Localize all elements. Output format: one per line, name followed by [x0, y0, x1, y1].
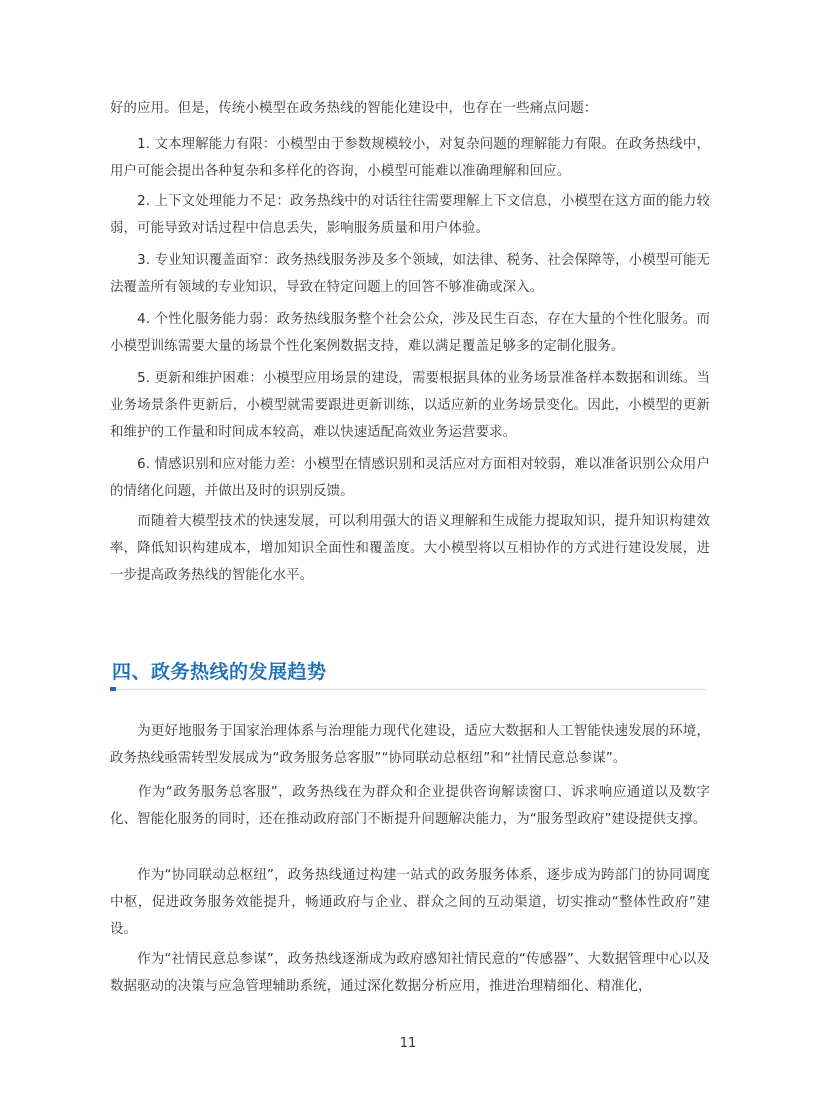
paragraph-trend-advisor: 作为“社情民意总参谋”，政务热线逐渐成为政府感知社情民意的“传感器”、大数据管理中心以及数据驱动的决策与应急管理辅助系统，通过深化数据分析应用，推进治理精细化、精准化，	[110, 952, 710, 994]
paragraph-point-3: 3. 专业知识覆盖面窄：政务热线服务涉及多个领域，如法律、税务、社会保障等，小模型可能无法覆盖所有领域的专业知识，导致在特定问题上的回答不够准确或深入。	[110, 253, 710, 295]
section-heading: 四、政务热线的发展趋势	[112, 661, 327, 683]
paragraph-point-4: 4. 个性化服务能力弱：政务热线服务整个社会公众，涉及民生百态，存在大量的个性化服务。而小模型训练需要大量的场景个性化案例数据支持，难以满足覆盖足够多的定制化服务。	[110, 312, 710, 354]
paragraph-conclusion: 而随着大模型技术的快速发展，可以利用强大的语义理解和生成能力提取知识，提升知识构建效率，降低知识构建成本，增加知识全面性和覆盖度。大小模型将以互相协作的方式进行建设发展，进一步提高政务热线的智能化水平。	[110, 514, 710, 583]
page-number: 11	[399, 1036, 417, 1051]
heading-underline	[110, 689, 706, 690]
paragraph-point-2: 2. 上下文处理能力不足：政务热线中的对话往往需要理解上下文信息，小模型在这方面的能力较弱，可能导致对话过程中信息丢失，影响服务质量和用户体验。	[110, 194, 710, 236]
paragraph-trend-hub: 作为“协同联动总枢纽”，政务热线通过构建一站式的政务服务体系，逐步成为跨部门的协同调度中枢，促进政务服务效能提升，畅通政府与企业、群众之间的互动渠道，切实推动“整体性政府”建设。	[110, 868, 710, 937]
paragraph-trend-intro: 为更好地服务于国家治理体系与治理能力现代化建设，适应大数据和人工智能快速发展的环境，政务热线亟需转型发展成为“政务服务总客服”“协同联动总枢纽”和“社情民意总参谋”。	[110, 724, 710, 766]
heading-accent-mark	[110, 687, 116, 691]
paragraph-point-1: 1. 文本理解能力有限：小模型由于参数规模较小，对复杂问题的理解能力有限。在政务热线中，用户可能会提出各种复杂和多样化的咨询，小模型可能难以准确理解和回应。	[110, 137, 710, 179]
paragraph-point-6: 6. 情感识别和应对能力差：小模型在情感识别和灵活应对方面相对较弱，难以准备识别公众用户的情绪化问题，并做出及时的识别反馈。	[110, 457, 710, 499]
paragraph-point-5: 5. 更新和维护困难：小模型应用场景的建设，需要根据具体的业务场景准备样本数据和训练。当业务场景条件更新后，小模型就需要跟进更新训练，以适应新的业务场景变化。因此，小模型的更新和维护的工作量和时间成本较高，难以快速适配高效业务运营要求。	[110, 371, 710, 440]
paragraph-trend-service: 作为“政务服务总客服”，政务热线在为群众和企业提供咨询解读窗口、诉求响应通道以及数字化、智能化服务的同时，还在推动政府部门不断提升问题解决能力，为“服务型政府”建设提供支撑。	[110, 785, 710, 827]
paragraph-intro: 好的应用。但是，传统小模型在政务热线的智能化建设中，也存在一些痛点问题：	[110, 101, 598, 116]
